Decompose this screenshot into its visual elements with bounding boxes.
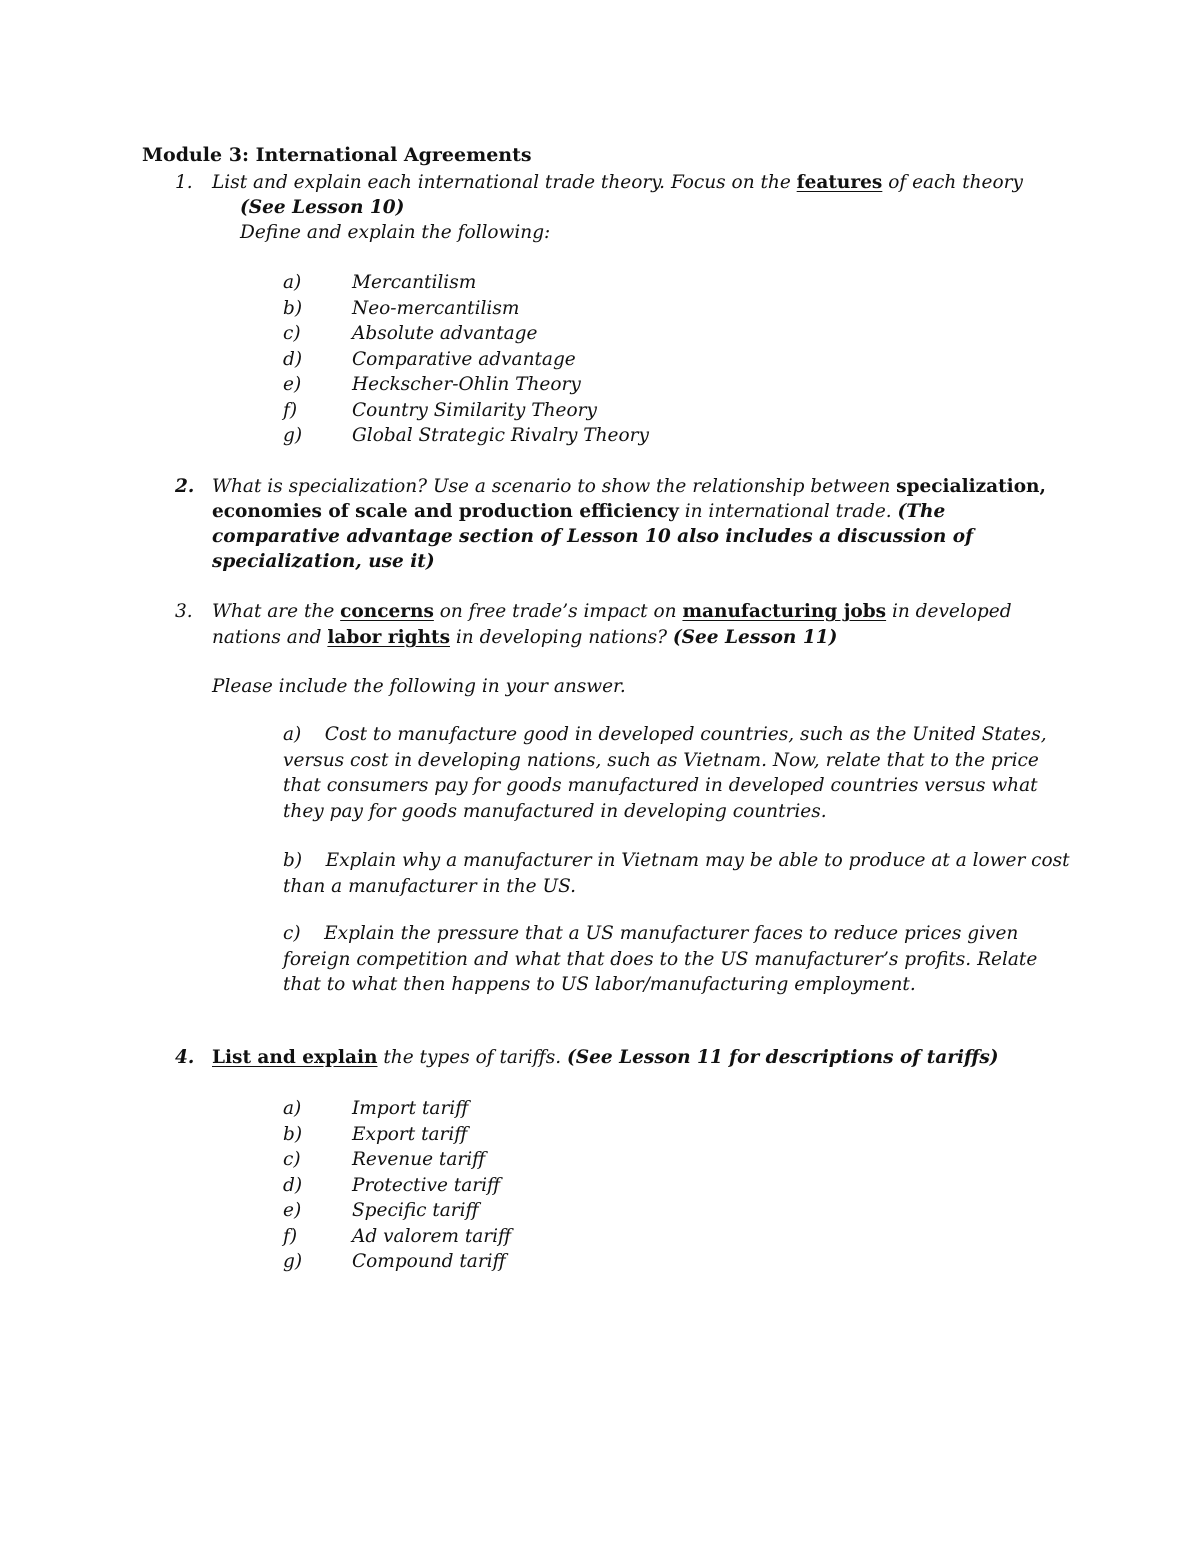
list-item: Ad valorem tariff <box>352 1225 512 1247</box>
q1-text-before: List and explain each international trade theory. Focus on the <box>212 172 797 193</box>
q3-concerns-emphasis: concerns <box>340 601 434 622</box>
list-item-label: c) <box>283 323 301 344</box>
list-item-label: d) <box>283 348 303 370</box>
q2-text-continued: in international trade. <box>678 501 898 522</box>
list-item: Compound tariff <box>352 1251 506 1272</box>
q1-features-emphasis: features <box>796 172 883 193</box>
q3-lesson-reference: (See Lesson 11) <box>672 627 838 648</box>
q1-instruction: Define and explain the following: <box>240 222 551 243</box>
list-item-label: g) <box>283 1251 303 1272</box>
q2-line-1 <box>212 474 1046 499</box>
sub-item-label: a) <box>283 724 302 745</box>
list-item-label: f) <box>283 1225 298 1247</box>
list-item: Export tariff <box>352 1123 468 1145</box>
q3-sub-item-a <box>283 722 1073 824</box>
q4-list-explain-emphasis: List and explain <box>212 1047 378 1068</box>
q4-number: 4. <box>175 1047 195 1068</box>
list-item-label: d) <box>283 1174 303 1196</box>
q3-instruction: Please include the following in your answer. <box>212 676 626 697</box>
q1-prompt <box>212 170 1023 195</box>
sub-item-text: Cost to manufacture good in developed countries, such as the United States, versus cost in developing nations, such as Vietnam. Now, relate that to the price that consumers pay for goods manufactured in developed countries versus what they pay for goods manufactured in developing countries. <box>283 724 1047 822</box>
q2-reference-start: (The <box>897 501 946 522</box>
list-item-label: e) <box>283 374 302 395</box>
q4-text: the types of tariffs. <box>377 1047 568 1068</box>
q3-sub-item-b <box>283 848 1073 899</box>
sub-item-text: Explain why a manufacturer in Vietnam may be able to produce at a lower cost than a manufacturer in the US. <box>283 850 1070 897</box>
q3-number: 3. <box>175 601 193 622</box>
list-item: Global Strategic Rivalry Theory <box>352 425 649 446</box>
list-item: Absolute advantage <box>352 323 538 344</box>
q2-reference-end: specialization, use it) <box>212 551 435 572</box>
q3-text: in developing nations? <box>450 627 673 648</box>
sub-item-text: Explain the pressure that a US manufacturer faces to reduce prices given foreign competition and what that does to the US manufacturer’s profits. Relate that to what then happens to US labor/manufacturing employment. <box>283 923 1038 995</box>
q1-lesson-reference: (See Lesson 10) <box>240 197 405 218</box>
list-item: Protective tariff <box>352 1174 501 1196</box>
q4-prompt <box>212 1045 998 1070</box>
sub-item-label: b) <box>283 850 303 871</box>
q2-number: 2. <box>175 476 195 497</box>
list-item: Mercantilism <box>352 272 477 293</box>
list-item-label: b) <box>283 297 303 319</box>
q3-line-2 <box>212 625 837 650</box>
q3-labor-rights-emphasis: labor rights <box>327 627 450 648</box>
list-item: Revenue tariff <box>352 1149 486 1170</box>
q3-text: nations and <box>212 627 328 648</box>
list-item-label: b) <box>283 1123 303 1145</box>
page-title: Module 3: International Agreements <box>142 144 532 166</box>
list-item: Heckscher-Ohlin Theory <box>352 374 581 395</box>
list-item: Country Similarity Theory <box>352 399 597 421</box>
list-item-label: a) <box>283 272 302 293</box>
q2-line-2 <box>212 499 945 524</box>
q2-economies-emphasis: economies of scale and production efficiency <box>212 501 679 522</box>
q3-line-1 <box>212 599 1012 624</box>
q3-text: in developed <box>886 601 1012 622</box>
q1-text-after: of each theory <box>882 172 1023 193</box>
q2-specialization-emphasis: specialization, <box>896 476 1046 497</box>
list-item: Import tariff <box>352 1098 469 1119</box>
q2-reference-line: comparative advantage section of Lesson 10 also includes a discussion of <box>212 526 974 547</box>
list-item: Specific tariff <box>352 1200 479 1221</box>
q3-jobs-emphasis: manufacturing jobs <box>682 601 887 622</box>
list-item-label: f) <box>283 399 298 421</box>
list-item-label: c) <box>283 1149 301 1170</box>
list-item: Comparative advantage <box>352 348 576 370</box>
sub-item-label: c) <box>283 923 301 944</box>
q4-lesson-reference: (See Lesson 11 for descriptions of tariffs) <box>567 1047 999 1068</box>
list-item-label: a) <box>283 1098 302 1119</box>
list-item-label: g) <box>283 425 303 446</box>
list-item: Neo-mercantilism <box>352 297 520 319</box>
q2-text: What is specialization? Use a scenario to show the relationship between <box>212 476 897 497</box>
q3-text: on free trade’s impact on <box>433 601 683 622</box>
list-item-label: e) <box>283 1200 302 1221</box>
q3-text: What are the <box>212 601 341 622</box>
q3-sub-item-c <box>283 921 1073 998</box>
q1-number: 1. <box>175 172 193 193</box>
